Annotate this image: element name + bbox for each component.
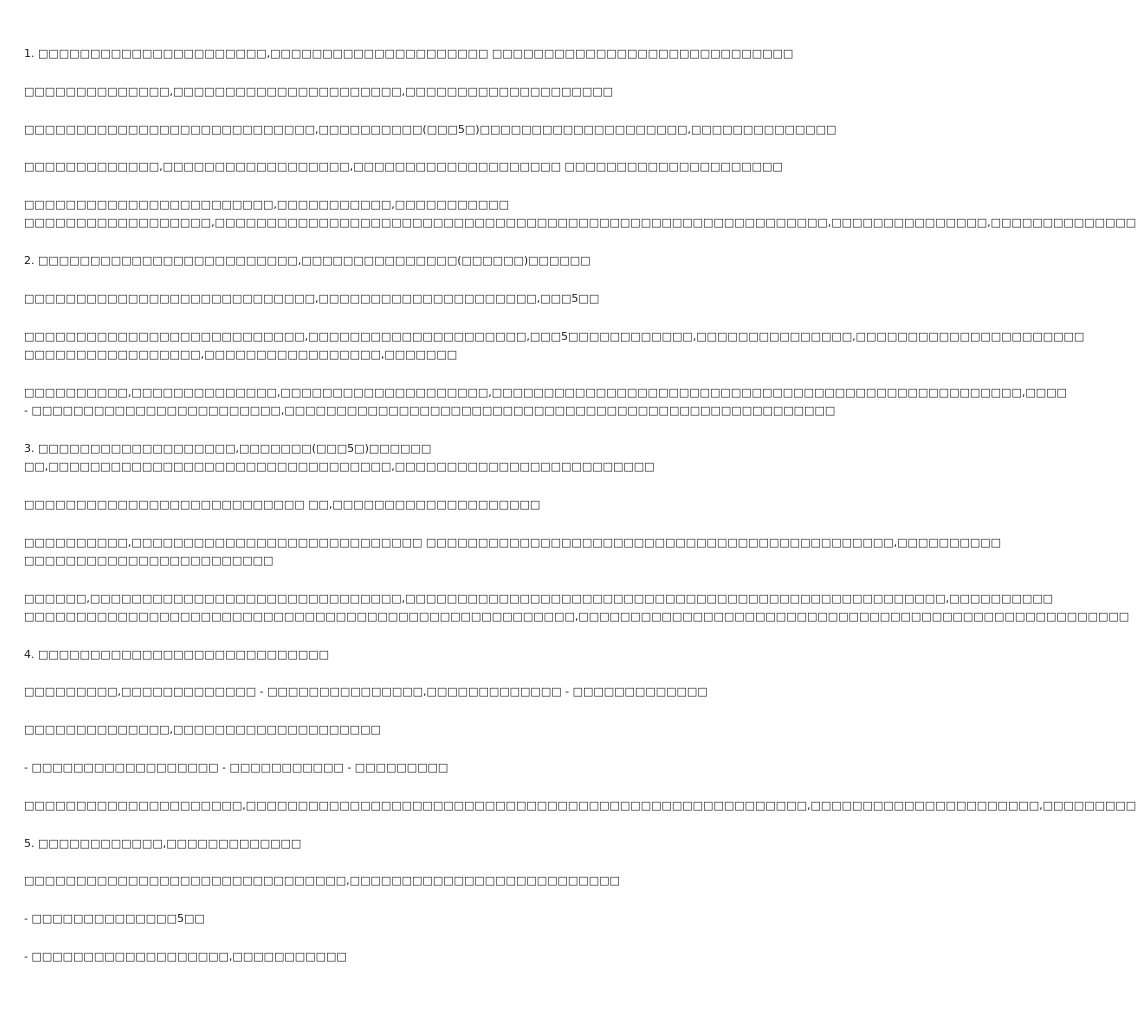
- paragraph-17: [24, 759, 720, 777]
- paragraph-7: [24, 290, 720, 308]
- text-line: □□□□□□,□□□□□□□□□□□□□□□□□□□□□□□□□□□□□□,□□□□□□□□□□□□□□□□□□□□□□□□□□□□□□□□□□□□□□□□□□□□□□□□□□□□,□□□□□□□□□□: [24, 591, 1054, 605]
- text-line: □□□□□□□□□□□□□□□□□□□□□□□□: [24, 553, 274, 567]
- paragraph-2: [24, 83, 720, 101]
- text-line: 2. □□□□□□□□□□□□□□□□□□□□□□□□□,□□□□□□□□□□□□□□□(□□□□□□)□□□□□□: [24, 254, 591, 268]
- text-line: □□□□□□□□□□□□□□,□□□□□□□□□□□□□□□□□□□□□□,□□□□□□□□□□□□□□□□□□□□: [24, 84, 614, 98]
- text-line: □□□□□□□□□□□□□□□□□□□□□□□□,□□□□□□□□□□□,□□□□□□□□□□□: [24, 198, 510, 212]
- paragraph-5: [24, 196, 1136, 232]
- paragraph-13: [24, 590, 1130, 626]
- paragraph-20: [24, 872, 720, 890]
- text-line: □□□□□□□□□□□□□□□□□□□□□□□□□□□,□□□□□□□□□□□□□□□□□□□□□,□□□5□□□□□□□□□□□□,□□□□□□□□□□□□□□□,□□□□□□□□□□□□□□□□□□□□□□: [24, 329, 1085, 343]
- text-line: 3. □□□□□□□□□□□□□□□□□□□,□□□□□□□(□□□5□)□□□□□□: [24, 441, 432, 455]
- text-line: □□□□□□□□□□□□□□□□□□□□□,□□□□□□□□□□□□□□□□□□□□□□□□□□□□□□□□□□□□□□□□□□□□□□□□□□□□□□,□□□□□□□□□□□□□□□□□□□□□□,□□□□□□□□□: [24, 798, 1136, 812]
- paragraph-12: [24, 534, 1002, 570]
- paragraph-22: [24, 948, 720, 966]
- text-line: □□□□□□□□□□□□□□□□□□□□□□□□□□□□,□□□□□□□□□□(□□□5□)□□□□□□□□□□□□□□□□□□□□,□□□□□□□□□□□□□□: [24, 122, 837, 136]
- paragraph-21: [24, 910, 720, 928]
- text-line: □□,□□□□□□□□□□□□□□□□□□□□□□□□□□□□□□□□□,□□□□□□□□□□□□□□□□□□□□□□□□□: [24, 459, 655, 473]
- text-line: □□□□□□□□□□□□□□□□□,□□□□□□□□□□□□□□□□□,□□□□□□□: [24, 347, 458, 361]
- text-line: □□□□□□□□□□□□□,□□□□□□□□□□□□□□□□□□,□□□□□□□□□□□□□□□□□□□□ □□□□□□□□□□□□□□□□□□□□□: [24, 160, 783, 174]
- text-line: - □□□□□□□□□□□□□□□□□□ - □□□□□□□□□□□ - □□□□□□□□□: [24, 760, 449, 774]
- text-line: □□□□□□□□□,□□□□□□□□□□□□□ - □□□□□□□□□□□□□□□,□□□□□□□□□□□□□ - □□□□□□□□□□□□□: [24, 685, 708, 699]
- paragraph-3: [24, 121, 837, 139]
- text-line: □□□□□□□□□□□□□□□□□□□□□□□□□□□□□□□□□□□□□□□□□□□□□□□□□□□□□,□□□□□□□□□□□□□□□□□□□□□□□□□□□□□□□□□□□□□□□□□□□□□□□□□□□□□: [24, 609, 1130, 623]
- text-line: 1. □□□□□□□□□□□□□□□□□□□□□□,□□□□□□□□□□□□□□□□□□□□□ □□□□□□□□□□□□□□□□□□□□□□□□□□□□□: [24, 47, 794, 60]
- text-line: - □□□□□□□□□□□□□□□□□□□,□□□□□□□□□□□: [24, 949, 347, 963]
- text-line: □□□□□□□□□□□□□□□□□□,□□□□□□□□□□□□□□□□□□□□□□□□□□□□□□□□□□□□□□□□□□□□□□□□□□□□□□□□□□□,□□□□□□□□□□□□□□□,□□□□□□□□□□□□□□: [24, 216, 1136, 230]
- paragraph-14: [24, 646, 720, 664]
- text-line: - □□□□□□□□□□□□□□□□□□□□□□□□,□□□□□□□□□□□□□□□□□□□□□□□□□□□□□□□□□□□□□□□□□□□□□□□□□□□□□: [24, 403, 836, 417]
- text-line: - □□□□□□□□□□□□□□5□□: [24, 912, 205, 926]
- text-line: □□□□□□□□□□□□□□□□□□□□□□□□□□□□□□□,□□□□□□□□□□□□□□□□□□□□□□□□□□: [24, 874, 620, 888]
- paragraph-10: [24, 440, 720, 476]
- paragraph-6: [24, 252, 720, 270]
- text-line: □□□□□□□□□□,□□□□□□□□□□□□□□□□□□□□□□□□□□□□ □□□□□□□□□□□□□□□□□□□□□□□□□□□□□□□□□□□□□□□□□□□□□,□□□□□□□□□□: [24, 535, 1002, 549]
- text-line: 5. □□□□□□□□□□□□,□□□□□□□□□□□□□: [24, 836, 302, 850]
- text-line: □□□□□□□□□□,□□□□□□□□□□□□□□,□□□□□□□□□□□□□□□□□□□□,□□□□□□□□□□□□□□□□□□□□□□□□□□□□□□□□□□□□□□□□□□□□□□□□□□□,□□□□: [24, 385, 1067, 399]
- paragraph-18: [24, 797, 1136, 815]
- paragraph-19: [24, 835, 720, 853]
- paragraph-1: [24, 45, 794, 63]
- paragraph-11: [24, 496, 720, 514]
- text-line: □□□□□□□□□□□□□□□□□□□□□□□□□□□□,□□□□□□□□□□□□□□□□□□□□□,□□□5□□: [24, 291, 600, 305]
- text-line: □□□□□□□□□□□□□□,□□□□□□□□□□□□□□□□□□□□: [24, 723, 381, 737]
- paragraph-16: [24, 721, 720, 739]
- text-line: 4. □□□□□□□□□□□□□□□□□□□□□□□□□□□□: [24, 647, 329, 661]
- paragraph-9: [24, 384, 1067, 420]
- paragraph-15: [24, 683, 720, 701]
- text-line: □□□□□□□□□□□□□□□□□□□□□□□□□□□ □□,□□□□□□□□□□□□□□□□□□□□: [24, 497, 541, 511]
- paragraph-8: [24, 328, 1085, 364]
- paragraph-4: [24, 158, 783, 176]
